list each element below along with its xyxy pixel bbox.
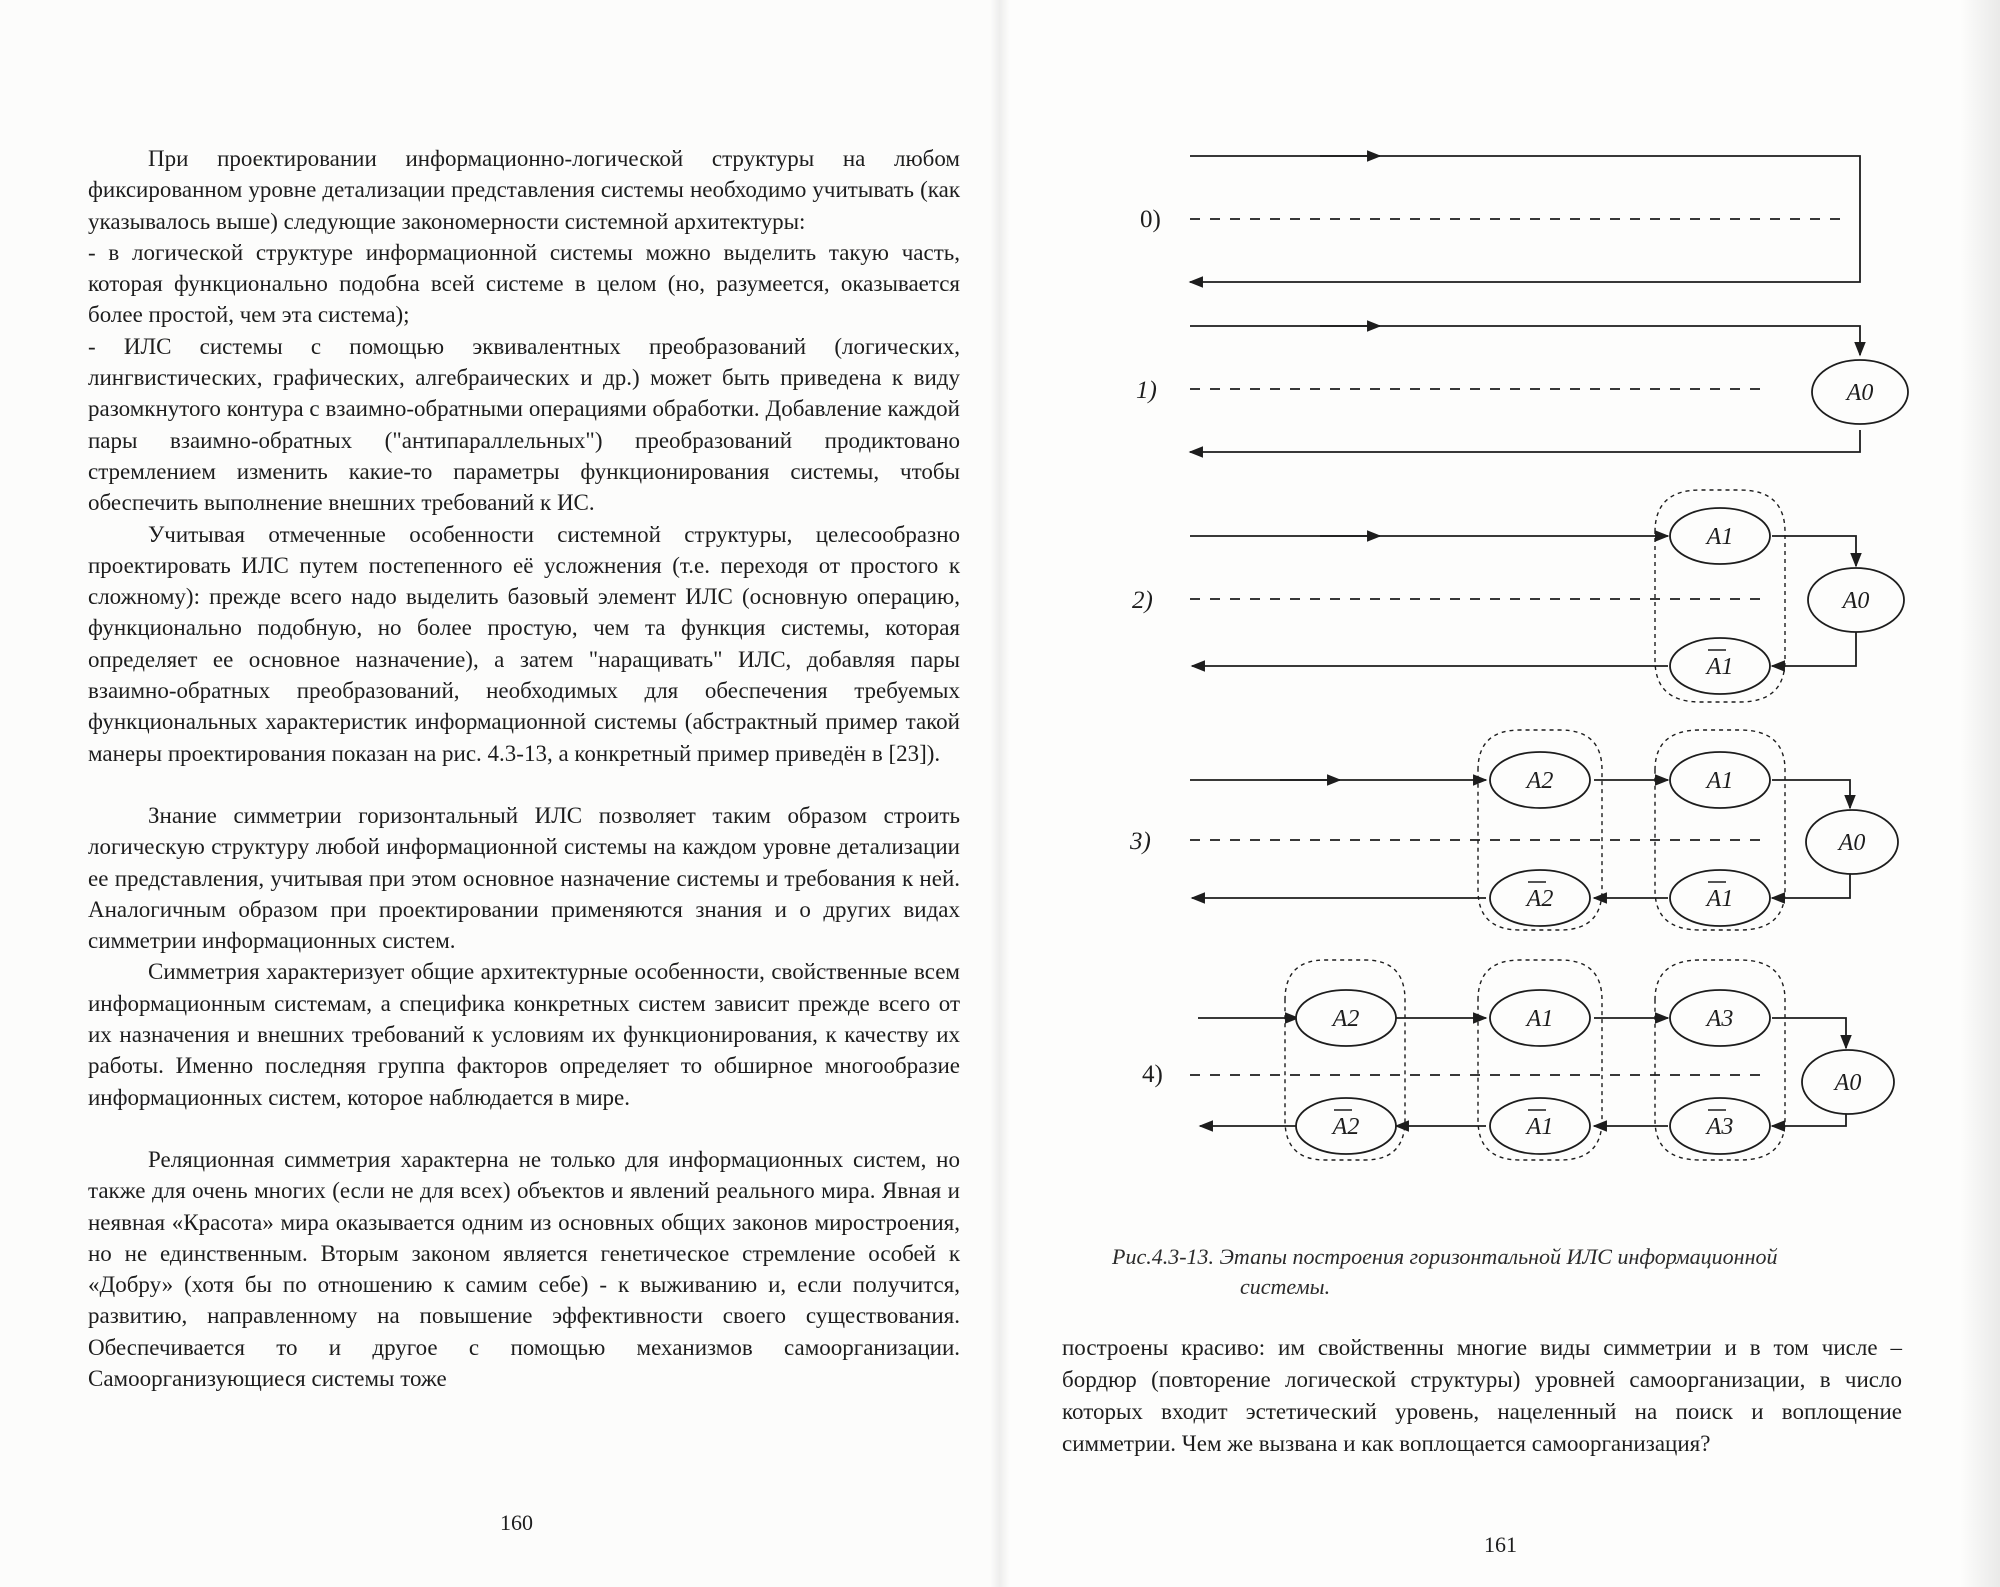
- ils-construction-figure: [1080, 130, 1940, 1200]
- stage-label-1: 1): [1136, 377, 1157, 404]
- paragraph-bullet-1: - в логической структуре информационной системы можно выделить такую часть, которая функционально подобна всей системе в целом (но, разумеется, оказывается более простой, чем эта система);: [88, 239, 960, 328]
- paragraph-intro: При проектировании информационно-логической структуры на любом фиксированном уровне детализации представления системы необходимо учитывать (как указывалось выше) следующие закономерности системной архитектуры:: [88, 146, 960, 234]
- figure-caption-line-1: Рис.4.3-13. Этапы построения горизонтальной ИЛС информационной: [1112, 1244, 1778, 1269]
- paragraph-continuation: построены красиво: им свойственны многие виды симметрии и в том числе – бордюр (повторение логической структуры) уровней самоорганизации, в число которых входит эстетический уровень, нацеленный на поиск и воплощение симметрии. Чем же вызвана и как воплощается самоорганизация?: [1062, 1335, 1902, 1456]
- stage-4-a3-to-a0: [1772, 1018, 1846, 1048]
- stage-4-node-a2-label: A2: [1332, 1006, 1360, 1032]
- stage-4-node-a0-label: A0: [1834, 1070, 1862, 1096]
- stage-3-a1-to-a0: [1772, 780, 1850, 808]
- stage-1-forward-line: [1190, 326, 1860, 355]
- stage-4-node-a3-label: A3: [1706, 1006, 1734, 1032]
- page-edge-shadow: [1960, 0, 2000, 1587]
- stage-2-node-a0-label: A0: [1842, 588, 1870, 614]
- stage-1-diagram: [1190, 326, 1860, 452]
- stage-3-node-a1inv-label: A1: [1706, 886, 1734, 912]
- stage-3-node-a0-label: A0: [1838, 830, 1866, 856]
- stage-2-node-a1inv-label: A1: [1706, 654, 1734, 680]
- stage-0-diagram: [1190, 156, 1860, 282]
- page-number-left: 160: [500, 1510, 533, 1535]
- stage-label-4: 4): [1142, 1061, 1163, 1088]
- book-gutter: [990, 0, 1010, 1587]
- stage-2-node-a1-label: A1: [1706, 524, 1734, 550]
- stage-4-node-a1inv-label: A1: [1526, 1114, 1554, 1140]
- stage-label-2: 2): [1132, 587, 1153, 614]
- paragraph-relational-symmetry: Реляционная симметрия характерна не только для информационных систем, но также для очень многих (если не для всех) объектов и явлений реального мира. Явная и неявная «Красота» мира оказывается одним из основных общих законов миростроения, но не единственным. Вторым законом является генетическое стремление особей к «Добру» (хотя бы по отношению к самим себе) - к выживанию и, если получится, развитию, направленному на повышение эффективности своего существования. Обеспечивается то и другое с помощью механизмов самоорганизации. Самоорганизующиеся системы тоже: [88, 1146, 960, 1391]
- stage-3-node-a2-label: A2: [1526, 768, 1554, 794]
- stage-label-3: 3): [1130, 828, 1151, 855]
- stage-1-node-a0-label: A0: [1846, 380, 1874, 406]
- stage-3-node-a2inv-label: A2: [1526, 886, 1554, 912]
- stage-1-return-line: [1190, 430, 1860, 452]
- paragraph-bullet-2: - ИЛС системы с помощью эквивалентных преобразований (логических, лингвистических, графических, алгебраических и др.) может быть приведена к виду разомкнутого контура с взаимно-обратными операциями обработки. Добавление каждой пары взаимно-обратных ("антипараллельных") преобразований продиктовано стремлением изменить какие-то параметры функционирования системы, чтобы обеспечить выполнение внешних требований к ИС.: [88, 333, 960, 516]
- stage-4-node-a3inv-label: A3: [1706, 1114, 1734, 1140]
- paragraph-design-approach: Учитывая отмеченные особенности системной структуры, целесообразно проектировать ИЛС путем постепенного её усложнения (т.е. переходя от простого к сложному): прежде всего надо выделить базовый элемент ИЛС (основную операцию, функционально подобную, но более простую, чем та функция системы, которая определяет ее основное назначение), а затем "наращивать" ИЛС, добавляя пары взаимно-обратных преобразований, необходимых для обеспечения требуемых функциональных характеристик информационной системы (абстрактный пример такой манеры проектирования показан на рис. 4.3-13, а конкретный пример приведён в [23]).: [88, 521, 960, 766]
- left-page-text: [88, 143, 960, 1394]
- right-page-text: [1062, 1332, 1902, 1460]
- stage-label-0: 0): [1140, 206, 1161, 233]
- stage-4-node-a2inv-label: A2: [1332, 1114, 1360, 1140]
- stage-4-node-a1-label: A1: [1526, 1006, 1554, 1032]
- figure-caption-line-2: системы.: [1240, 1274, 1331, 1299]
- paragraph-symmetry-knowledge: Знание симметрии горизонтальный ИЛС позволяет таким образом строить логическую структуру любой информационной системы на каждом уровне детализации ее представления, учитывая при этом основное назначение системы и требования к ней. Аналогичным образом при проектировании применяются знания и о других видах симметрии информационных систем.: [88, 802, 960, 954]
- paragraph-symmetry-features: Симметрия характеризует общие архитектурные особенности, свойственные всем информационным системам, а специфика конкретных систем зависит прежде всего от их назначения и внешних требований к условиям их функционирования, к качеству их работы. Именно последняя группа факторов определяет то обширное многообразие информационных систем, которое наблюдается в мире.: [88, 959, 960, 1110]
- figure-caption: [1112, 1242, 1902, 1302]
- page-number-right: 161: [1484, 1532, 1517, 1557]
- stage-3-node-a1-label: A1: [1706, 768, 1734, 794]
